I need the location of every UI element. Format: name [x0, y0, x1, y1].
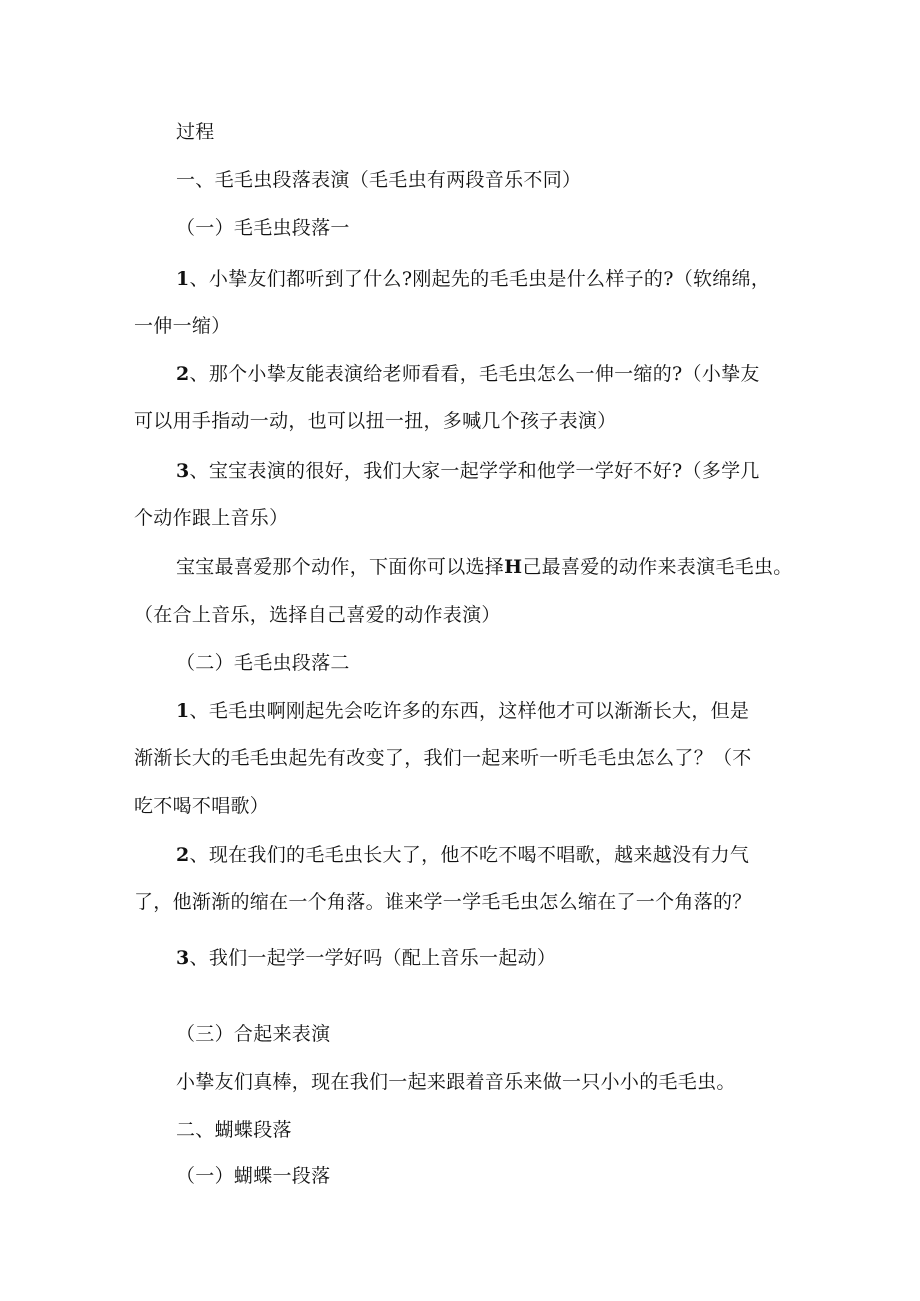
- s2-item-2-line-2: 了，他渐渐的缩在一个角落。谁来学一学毛毛虫怎么缩在了一个角落的？: [134, 891, 752, 913]
- s1-paragraph-line-1: [176, 554, 793, 580]
- paragraph-text-bold: H: [504, 556, 523, 578]
- section-2-subsection-1-title: （一）蝴蝶一段落: [176, 1165, 331, 1187]
- subsection-1-title: （一）毛毛虫段落一: [176, 217, 350, 239]
- paragraph-text: 己最喜爱的动作来表演毛毛虫。: [522, 556, 793, 578]
- item-text: 、小挚友们都听到了什么?刚起先的毛毛虫是什么样子的?（软绵绵，: [189, 268, 771, 290]
- section-2-title: 二、蝴蝶段落: [176, 1119, 292, 1141]
- s1-item-1-line-2: 一伸一缩）: [134, 315, 231, 337]
- item-number: 2: [176, 363, 190, 385]
- item-text: 、那个小挚友能表演给老师看看，毛毛虫怎么一伸一缩的?（小挚友: [189, 363, 760, 385]
- item-text: 、毛毛虫啊刚起先会吃许多的东西，这样他才可以渐渐长大，但是: [189, 700, 750, 722]
- s1-item-3-line-1: [176, 458, 760, 484]
- subsection-3-title: （三）合起来表演: [176, 1023, 331, 1045]
- item-number: 1: [176, 268, 190, 290]
- s2-item-1-line-3: 吃不喝不唱歌）: [134, 795, 270, 817]
- section-1-title: 一、毛毛虫段落表演（毛毛虫有两段音乐不同）: [176, 169, 582, 191]
- paragraph-text: 宝宝最喜爱那个动作，下面你可以选择: [176, 556, 505, 578]
- s1-paragraph-line-2: （在合上音乐，选择自己喜爱的动作表演）: [134, 604, 501, 626]
- s1-item-2-line-1: [176, 361, 760, 387]
- s3-paragraph: 小挚友们真棒，现在我们一起来跟着音乐来做一只小小的毛毛虫。: [176, 1071, 736, 1093]
- s1-item-3-line-2: 个动作跟上音乐）: [134, 507, 289, 529]
- subsection-2-title: （二）毛毛虫段落二: [176, 652, 350, 674]
- item-number: 2: [176, 844, 190, 866]
- s2-item-2-line-1: [176, 842, 749, 868]
- s2-item-3-line-1: [176, 945, 556, 971]
- s2-item-1-line-2: 渐渐长大的毛毛虫起先有改变了，我们一起来听一听毛毛虫怎么了？（不: [134, 747, 752, 769]
- s1-item-1-line-1: [176, 266, 770, 292]
- item-text: 、我们一起学一学好吗（配上音乐一起动）: [189, 947, 557, 969]
- heading-process: 过程: [176, 121, 215, 143]
- item-text: 、宝宝表演的很好，我们大家一起学学和他学一学好不好?（多学几: [189, 460, 760, 482]
- s1-item-2-line-2: 可以用手指动一动，也可以扭一扭，多喊几个孩子表演）: [134, 410, 617, 432]
- item-text: 、现在我们的毛毛虫长大了，他不吃不喝不唱歌，越来越没有力气: [189, 844, 750, 866]
- item-number: 1: [176, 700, 190, 722]
- s2-item-1-line-1: [176, 698, 749, 724]
- item-number: 3: [176, 460, 190, 482]
- item-number: 3: [176, 947, 190, 969]
